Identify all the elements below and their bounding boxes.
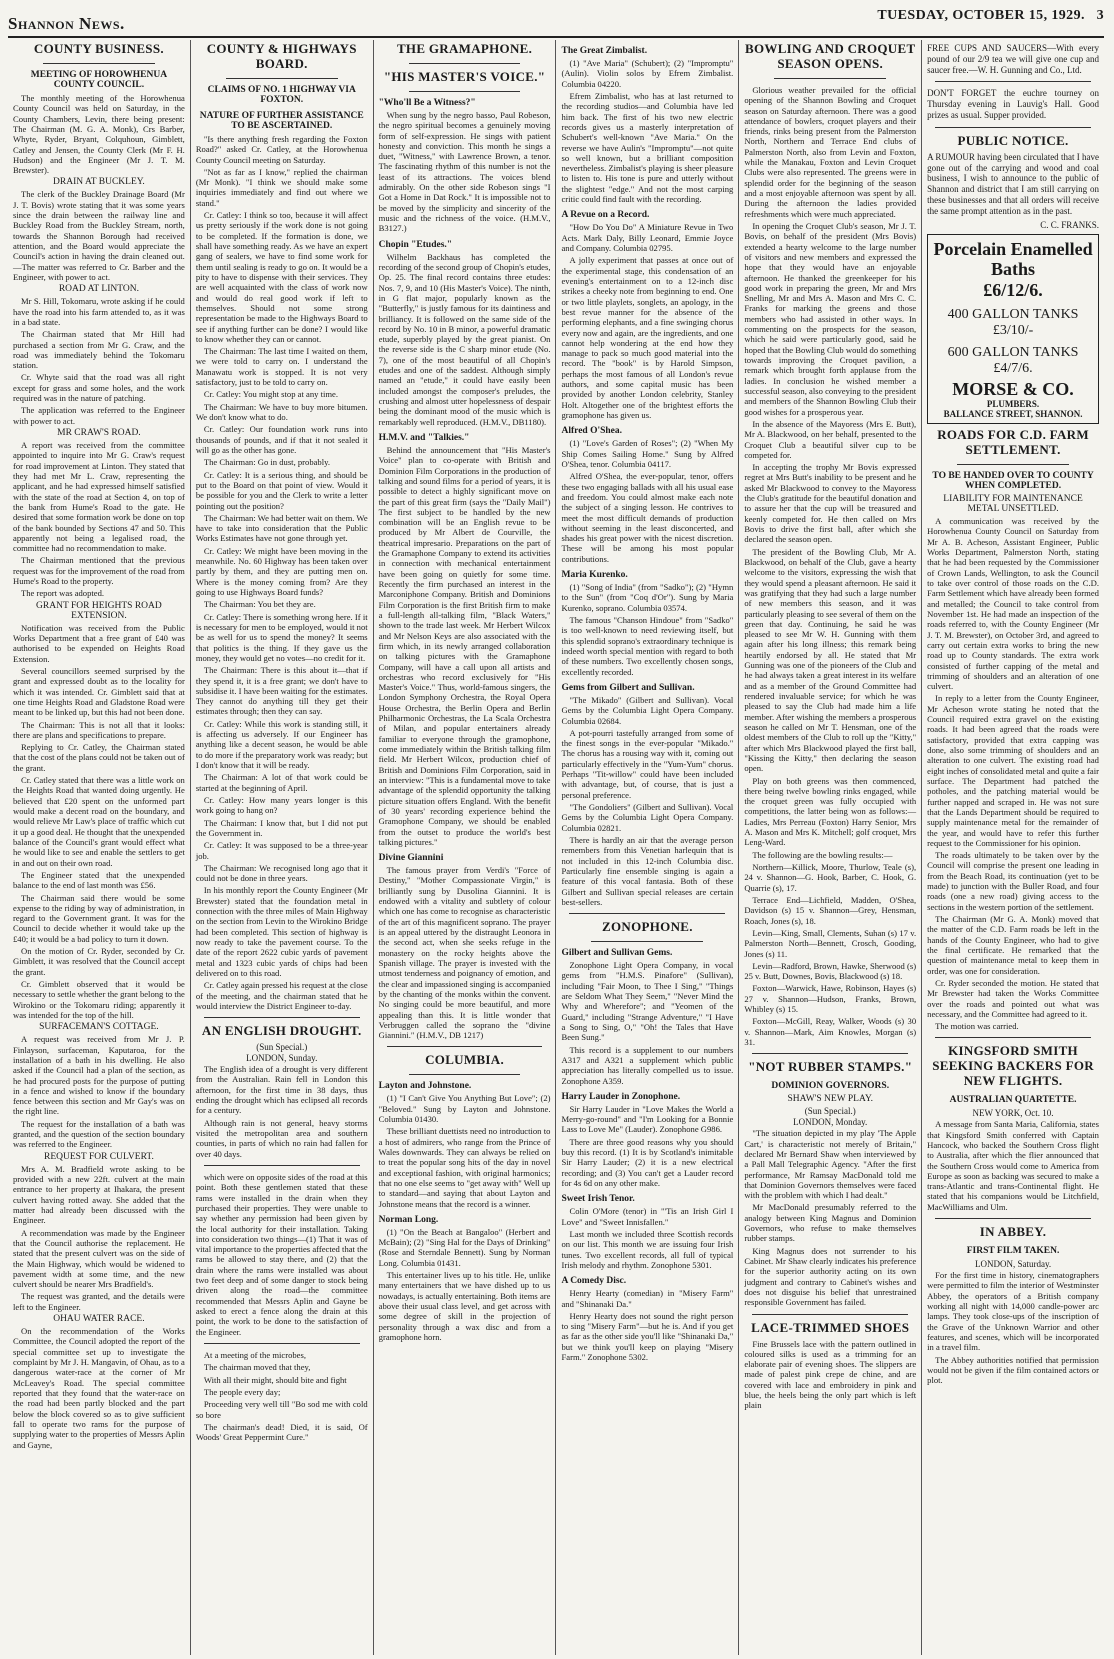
divider — [752, 1053, 908, 1054]
divider — [935, 1037, 1091, 1038]
section-heading: Layton and Johnstone. — [378, 1081, 472, 1092]
paragraph: Henry Hearty does not sound the right person to sing "Misery Farm"—but he is. And if you get as far as the other side you'll like "Shinanaki Da," but we think you'll keep on playing "Misery Farm." Zonophone 5302. — [561, 1310, 734, 1363]
paragraph: Although rain is not general, heavy storms visited the metropolitan area and southern counties, in parts of which no rain had fallen for over 40 days. — [195, 1117, 368, 1159]
divider — [409, 1074, 521, 1075]
article-heading: ZONOPHONE. — [602, 919, 693, 935]
paragraph: The following are the bowling results:— — [752, 849, 893, 860]
paragraph: The application was referred to the Engineer with power to act. — [13, 405, 185, 426]
dateline: LONDON, Saturday. — [974, 1259, 1052, 1269]
ad-tanks-400: 400 GALLON TANKS £3/10/- — [947, 306, 1079, 338]
paragraph: These brilliant duettists need no introduction to a host of admirers, who range from the Prince of Wales downwards. They can always be relied on to treat the popular song hits of the day in novel and exceptional fashion, with original harmonics; that no one else seems to "get away with" Well up to standard—and saying that about Layton and Johnstone means that the record is a winner. — [378, 1126, 551, 1209]
paragraph: A request was received from Mr J. P. Finlayson, surfaceman, Kaputaroa, for the installation of a bath in his dwelling. He also asked if the Council had a plan of the section, as he had procured posts for the purpose of putting in a fence and wished to know if the boundary fence between this section and Mr Gay's was on the right line. — [13, 1034, 185, 1117]
article-subheading: AUSTRALIAN QUARTETTE. — [949, 1095, 1077, 1106]
paragraph: "Not as far as I know," replied the chairman (Mr Monk). "I think we should make some inquiries immediately and find out where we stand." — [195, 166, 368, 208]
paragraph: The Chairman: A lot of that work could be started at the beginning of April. — [195, 772, 368, 793]
bowling-result: Northern—Killick, Moore, Thurlow, Teale (s), 24 v. Shannon—G. Hook, Barber, C. Hook, G. Quarrie (s), 17. — [744, 862, 917, 893]
paragraph: The Chairman: We recognised long ago that it could not be done in three years. — [195, 862, 368, 884]
paragraph: The Chairman: The last time I waited on them, we were told to carry on. I understand the Manawatu work is stopped. It is not very satisfactory, just to be told to carry on. — [195, 346, 368, 388]
paragraph: Efrem Zimbalist, who has at last returned to the recording studios—and Columbia have led him back. The first of his two new electric records gives us a masterly interpretation of Schubert's well-known "Ave Maria." On the reverse we have Aulin's "Impromptu"—not quite so well known, but a brilliant composition nevertheless. Zimbalist's playing is sheer pleasure to listen to. His tone is pure and utterly without the slightest "edge." And not the most carping critic could find fault with the recording. — [561, 90, 734, 205]
divider — [204, 1017, 360, 1018]
section-heading: Maria Kurenko. — [561, 570, 628, 581]
section-heading: GRANT FOR HEIGHTS ROAD EXTENSION. — [36, 600, 162, 621]
section-heading: Gilbert and Sullivan Gems. — [561, 948, 673, 959]
verse-line: At a meeting of the microbes, — [203, 1349, 306, 1360]
paragraph: The famous "Chanson Hindoue" from "Sadko" is too well-known to need reviewing itself, but this splendid soprano's extraordinary technique is indeed worth special mention with regard to both of these numbers. Two excellently chosen songs, excellently recorded. — [561, 615, 734, 677]
paragraph: The Chairman (Mr G. A. Monk) moved that the matter of the C.D. Farm roads be left in the hands of the County Engineer, who had to give the final certificate. He remarked that the question of maintenance metal to keep them in order, was one for consideration. — [927, 914, 1099, 976]
verse-line: With all their might, should bite and fight — [203, 1374, 347, 1385]
article-subheading: NATURE OF FURTHER ASSISTANCE TO BE ASCERTAINED. — [199, 110, 364, 131]
paragraph: The Engineer stated that the unexpended balance to the end of last month was £56. — [13, 869, 185, 891]
paragraph: Cr. Catley: I think so too, because it will affect us pretty seriously if the work done is not going to be completed. If the formation is done, we shall have something ready. As we have an expert gang of sealers, we have to find some work for them until sealing is ready to go on. It would be a pity to have to dispense with their services. They are well acquainted with the class of work now and would do real good work if left to themselves. Should not some strong representation be made to the Highways Board to see if anything further can be done? I would like to know whether they can or cannot. — [195, 210, 368, 344]
divider — [387, 1046, 543, 1047]
paragraph: Mr MacDonald presumably referred to the analogy between King Magnus and Dominion Governors, who refuse to make themselves rubber stamps. — [744, 1202, 917, 1244]
paragraph: Glorious weather prevailed for the official opening of the Shannon Bowling and Croquet season on Saturday afternoon. There was a good attendance of bowlers, croquet players and their friends, rinks being present from the Palmerston North, Northern and Terrace End clubs of Palmerston North, also from Levin and Foxton, while the Manakau, Foxton and Levin Croquet Clubs were also represented. The greens were in splendid order for the beginning of the season and a most enjoyable afternoon was spent by all. During the afternoon the ladies provided refreshments which were much appreciated. — [744, 84, 917, 219]
paragraph: Mr S. Hill, Tokomaru, wrote asking if he could have the road into his farm attended to, as it was in a bad state. — [13, 296, 185, 327]
paragraph: Henry Hearty (comedian) in "Misery Farm" and "Shinanaki Da." — [561, 1288, 734, 1309]
section-heading: The Great Zimbalist. — [561, 46, 648, 56]
paragraph: (1) "Love's Garden of Roses"; (2) "When My Ship Comes Sailing Home." Sung by Alfred O'Shea, tenor. Columbia 04117. — [561, 438, 734, 469]
section-heading: "Who'll Be a Witness?" — [378, 97, 476, 108]
divider — [226, 78, 338, 79]
divider — [591, 941, 703, 942]
paragraph: On the motion of Cr. Ryder, seconded by Cr. Gimblett, it was resolved that the Council accept the grant. — [13, 946, 185, 977]
paragraph: A report was received from the committee appointed to inquire into Mr G. Craw's request for road improvement at Linton. They stated that they had met Mr L. Craw, representing the applicant, and he had expressed himself satisfied with the state of the road at Section 4, on top of the bank from Hume's Road to the gate. He desired that some formation work be done on top of the bank bounded by Sections 47 and 50. This apparently not being a legalised road, the committee had no recommendation to make. — [13, 440, 185, 554]
paragraph: The Chairman: We had better wait on them. We have to take into consideration that the Public Works Estimates have not gone through yet. — [195, 512, 368, 544]
divider — [752, 1314, 908, 1315]
paragraph: The famous prayer from Verdi's "Force of Destiny," "Mother Compassionate Virgin," is brilliantly sung by Dusolina Giannini. It is endowed with a vitality and subtlety of colour which one has come to recognise as characteristic of the art of this magnificent soprano. The prayer is an appeal uttered by the distraught Leonora in the second act, when she seeks refuge in the monastery on the rocky heights above the Spanish village. The prayer is invested with the utmost tenderness and poignancy of emotion, and the clear and impassioned singing is accompanied by the chanting of the monks within the convent. No singing could be more beautiful, and more appealing than this. It is little wonder that Verbruggen called the soprano the "divine Giannini." (H.M.V., DB 1217) — [378, 865, 551, 1041]
section-heading: DRAIN AT BUCKLEY. — [53, 177, 145, 188]
paragraph: The president of the Bowling Club, Mr A. Blackwood, on behalf of the Club, gave a hearty welcome to the visitors, expressing the wish that they would spend a pleasant afternoon. He said it was gratifying that they had such a large number of new members this season, and it was particularly pleasing to see several of them on the green that day. Continuing, he said he was pleased to see Mr W. H. Gunning with them again after his long illness; this remark being heartily endorsed by all. He stated that Mr Gunning was one of the pioneers of the Club and he had always taken a great interest in its welfare and as a member of the Ground Committee had rendered invaluable service; for which he was pleased to say the Club had made him a life member. After wishing the members a prosperous season he called on Mr T. Hensman, one of the oldest members of the Club to roll up the "Kitty," after which Mrs Blackwood played the first ball, "Kissing the Kitty," then declaring the season open. — [744, 546, 917, 774]
paragraph: King Magnus does not surrender to his Cabinet. Mr Shaw clearly indicates his preference for the superior authority acting on its own judgment and contrary to Cabinet's wishes and does not disguise his belief that unrestrained responsible Government has failed. — [744, 1245, 917, 1308]
paragraph: "Is there anything fresh regarding the Foxton Road?" asked Cr. Catley, at the Horowhenua County Council meeting on Saturday. — [195, 133, 368, 165]
paragraph: The roads ultimately to be taken over by the Council will comprise the present one leading in from the Beach Road, its continuation (yet to be made) to junction with the Buller Road, and four roads (one a new road) giving access to the sections in the western portion of the settlement. — [927, 850, 1099, 912]
paragraph: On the recommendation of the Works Committee, the Council adopted the report of the special committee set up to investigate the complaint by Mr J. H. Mangavin, of Ohau, as to a dangerous water-race at the corner of Mr McLeavey's Road. The special committee reported that they found that the water-race on the road had been partly blocked and the part below the block covered so as to give sufficient fall to operate two rams for the purpose of supplying water to the properties of Messrs Aplin and Gayne, — [13, 1326, 185, 1450]
paragraph: This entertainer lives up to his title. He, unlike many entertainers that we have dished up to us nowadays, is actually entertaining. Both items are above their usual class level, and get across with some degree of skill in the projection of personality through a wax disc and from a gramophone horn. — [378, 1270, 551, 1342]
paragraph: Cr. Catley: It was supposed to be a three-year job. — [195, 840, 368, 861]
paragraph: Cr. Catley stated that there was a little work on the Heights Road that wanted doing urgently. He believed that £20 spent on the unformed part would make a decent road on the boundary, and would relieve Mr Law's place of traffic which cut it up a good deal. He thought that the unexpended balance of the Council's grant would effect what he would like to see and enable the settlers to get in and out on their own road. — [13, 775, 185, 868]
section-heading: Harry Lauder in Zonophone. — [561, 1091, 681, 1102]
column-notices-news — [922, 40, 1104, 1655]
article-heading: BOWLING AND CROQUET SEASON OPENS. — [745, 41, 916, 71]
divider — [935, 1218, 1091, 1219]
special-tag: (Sun Special.) — [804, 1106, 856, 1117]
verse-line: The chairman moved that they, — [203, 1362, 311, 1373]
ad-price: £6/12/6. — [983, 279, 1043, 300]
paragraph: Last month we included three Scottish records on our list. This month we are issuing four Irish tunes. Two excellent records, all full of typical Irish melody and rhythm. Zonophone 5301. — [561, 1228, 734, 1270]
article-heading: AN ENGLISH DROUGHT. — [201, 1023, 362, 1039]
public-notice-text: A RUMOUR having been circulated that I have gone out of the carrying and wood and coal business, I wish to announce to the public of Shannon and district that I am still carrying on these businesses and that all orders will receive the same prompt attention as in the past. — [927, 151, 1099, 216]
special-tag: (Sun Special.) — [256, 1042, 308, 1053]
paragraph: The Chairman: Go in dust, probably. — [203, 457, 331, 468]
dateline: LONDON, Sunday. — [246, 1053, 318, 1064]
dateline: NEW YORK, Oct. 10. — [972, 1108, 1054, 1119]
article-heading: COUNTY & HIGHWAYS BOARD. — [206, 41, 357, 71]
paragraph: The Chairman: I know that, but I did not put the Government in. — [195, 817, 368, 838]
paragraph: Several councillors seemed surprised by the grant and expressed doubt as to the locality for which it was intended. Cr. Gimblett said that at one time Heights Road and Gladstone Road were meant to be linked up, but this had not been done. — [13, 665, 185, 718]
article-subheading: SHAW'S NEW PLAY. — [787, 1094, 873, 1105]
section-heading: Chopin "Etudes." — [378, 239, 453, 250]
divider — [204, 1165, 360, 1166]
paragraph: In the absence of the Mayoress (Mrs E. Butt), Mr A. Blackwood, on her behalf, presented to the Croquet Club a beautiful silver cup to be competed for. — [744, 418, 917, 460]
paragraph: Notification was received from the Public Works Department that a free grant of £40 was authorised to be expended on Heights Road Extension. — [13, 622, 185, 664]
paragraph: In reply to a letter from the County Engineer, Mr Acheson wrote stating he noted that the Council required extra gravel on the existing roads. It had been agreed that the roads were satisfactory, provided that extra capping was done, also some trimming of shoulders and an alteration to one culvert. The existing road had eight inches of consolidated metal and quite a fair surface. The Department had patched the potholes, and the patching material would be further napped and scraped in. He was not sure that the Lands Department should be required to supply maintenance metal for the remainder of the year, and would have to refer this further request to the Commissioner for his opinion. — [927, 693, 1099, 848]
paragraph: A pot-pourri tastefully arranged from some of the finest songs in the ever-popular "Mikado." The chorus has a rousing way with it, coming out particularly effectively in the "Yum-Yum" chorus. Perhaps "Tit-willow" could have been included with advantage, but, of course, that is just a personal preference. — [561, 727, 734, 800]
classified-notice: FREE CUPS AND SAUCERS—With every pound of our 2/9 tea we will give one cup and saucer free.—W. H. Gunning and Co., Ltd. — [927, 43, 1099, 75]
article-heading: IN ABBEY. — [979, 1224, 1047, 1240]
paragraph: Alfred O'Shea, the ever-popular, tenor, offers these two engaging ballads with all his usual ease and freedom. You could almost make each note the subject of a singing lesson. He contrives to meet the most difficult demands of production without seeming in the least disconcerted, and shades his great power with the nicest discretion. These will be among his most popular contributions. — [561, 471, 734, 564]
paragraph: Cr. Whyte said that the road was all right except for grass and some holes, and the work required was in the nature of patching. — [13, 372, 185, 404]
divider — [957, 464, 1069, 465]
verse-line: The chairman's dead! Died, it is said, Of Woods' Great Peppermint Cure." — [195, 1421, 368, 1443]
verse-line: The people every day; — [203, 1386, 281, 1397]
paragraph: A recommendation was made by the Engineer that the Council authorise the replacement. He stated that the present culvert was on the side of the Main Highway, which would be widened to pavement width at some time, and the new culvert should be nearer Mrs Bradfield's. — [13, 1227, 185, 1290]
paragraph: When sung by the negro basso, Paul Robeson, the negro spiritual becomes a genuinely moving form of self-expression. He sings with patient honesty and conviction. This month he sings a duet, "Witness," with Lawrence Brown, a tenor. The fascinating rhythm of this number is not the least of its attractions. The voices blend admirably. On the other side Robeson sings "I Got a Home in Dat Rock." It is impossible not to be moved by the simplicity and sincerity of the music and the richness of the voice. (H.M.V., B3127.) — [378, 109, 551, 234]
paragraph: Cr. Catley again pressed his request at the close of the meeting, and the chairman stated that he would interview the District Engineer to-day. — [195, 980, 368, 1011]
paragraph: The Chairman: We have to buy more bitumen. We don't know what to do. — [195, 401, 368, 422]
paragraph: Cr. Catley: Our foundation work runs into thousands of pounds, and if that it not sealed it will go as the other has gone. — [195, 424, 368, 455]
paragraph: The English idea of a drought is very different from the Australian. Rain fell in London this afternoon, for the first time in 38 days, thus ending the drought which has eclipsed all records for a century. — [195, 1064, 368, 1116]
paragraph: Cr. Catley: How many years longer is this work going to hang on? — [195, 794, 368, 816]
article-heading: "NOT RUBBER STAMPS." — [748, 1059, 913, 1075]
article-subheading: TO BE HANDED OVER TO COUNTY WHEN COMPLETED. — [932, 471, 1094, 492]
section-heading: Gems from Gilbert and Sullivan. — [561, 682, 695, 693]
article-heading: COUNTY BUSINESS. — [33, 41, 164, 56]
paragraph: A communication was received by the Horowhenua County Council on Saturday from Mr A. B. Acheson, Assistant Engineer, Public Works Department, Palmerston North, stating that he had been requested by the Commissioner of Crown Lands, Wellington, to ask the Council to take over control of those roads on the C.D. Farm Settlement which have already been formed and metalled; the Council to take control from November 1st. He had made an inspection of the roads referred to, with the County Engineer (Mr J. T. M. Brewster), on October 3rd, and agreed to carry out certain extra works to bring the new road up to County standards. The extra work consisted of further capping of the metal and trimming of shoulders and an alteration of one culvert. — [927, 516, 1099, 692]
paragraph: The Chairman mentioned that the previous request was for the improvement of the road from Hume's Road to the property. — [13, 555, 185, 587]
article-heading: LACE-TRIMMED SHOES — [751, 1319, 910, 1335]
section-heading: H.M.V. and "Talkies." — [378, 432, 470, 443]
paragraph: The Abbey authorities notified that permission would not be given if the film contained actors or plot. — [927, 1354, 1099, 1386]
paragraph: A jolly experiment that passes at once out of the experimental stage, this condensation of an evening's entertainment on to a 12-inch disc strikes a cheeky note from beginning to end. One or two little playlets, songlets, an apology, in the best revue manner for the absence of the performing elephants, and a fine swinging chorus every now and again, are the ingredients, and one cannot help wondering at the end how they manage to pack so much good material into the record. The "book" is by Harold Simpson, perhaps the most famous of all London's revue authors, and some capital music has been provided by another London celebrity, Stanley Holt. Altogether one of the brightest efforts the gramophone has given us. — [561, 255, 734, 420]
paragraph: In opening the Croquet Club's season, Mr J. T. Bovis, on behalf of the president (Mrs Bovis) extended a hearty welcome to the large number of visitors and new members and expressed the hope that they would have an enjoyable afternoon. He thanked the greenkeeper for his good work in preparing the green, Mr and Mrs Snelling, Mr and Mrs A. Mason and Mrs C. C. Franks for marking the greens and those members who had assisted in other ways. In commenting on the prospects for the season, which he said were particularly good, said he hoped that the Bowling Club would do something towards improving the Croquet pavilion, a remark which brought forth applause from the ladies. In conclusion he wished member a successful season, also conveying to the president and members of the Shannon Bowling Club their good wishes for a prosperous year. — [744, 220, 917, 417]
paragraph: (1) "On the Beach at Bangaloo" (Herbert and McBain); (2) "Sing Hal for the Days of Drinking" (Rose and Sterndale Bennett). Sung by Norman Long. Columbia 01431. — [378, 1226, 551, 1268]
paragraph: "How Do You Do" A Miniature Revue in Two Acts. Mark Daly, Billy Leonard, Emmie Joyce and Company. Columbia 02795. — [561, 222, 734, 253]
paragraph: There is hardly an air that the average person remembers from this Venetian harlequin that is not included in this 12-inch Columbia disc. Particularly fine ensemble singing is again a feature of this vocal fantasia. Both of these Gilbert and Sullivan special releases are certain best-sellers. — [561, 834, 734, 907]
paragraph: The request was granted, and the details were left to the Engineer. — [13, 1291, 185, 1312]
paragraph: The request for the installation of a bath was granted, and the question of the section boundary was referred to the Engineer. — [13, 1118, 185, 1150]
divider — [409, 63, 521, 64]
paragraph: "The Mikado" (Gilbert and Sullivan). Vocal Gems by the Columbia Light Opera Company. Columbia 02684. — [561, 694, 734, 726]
paragraph: Cr. Catley: We might have been moving in the meanwhile. No. 60 Highway has been taken over partly by them, and they are putting men on. Where is the money coming from? Are they going to use Highways Board funds? — [195, 545, 368, 597]
paragraph: Play on both greens was then commenced, there being twelve bowling rinks engaged, while the croquet green was fully occupied with competitions, the latter being won as follows:—Ladies, Mrs Perreau (Foxton) Harry Senior, Mrs A. Mason and Mrs K. Mitchell; golf croquet, Mrs Leng-Ward. — [744, 775, 917, 848]
divider — [204, 1343, 360, 1344]
paragraph: Cr. Ryder seconded the motion. He stated that Mr Brewster had taken the Works Committee over the roads and pointed out what was necessary, and the Committee had agreed to it. — [927, 977, 1099, 1019]
divider — [409, 91, 521, 92]
paragraph: The report was adopted. — [21, 588, 105, 599]
paragraph: There are three good reasons why you should buy this record. (1) It is by Scotland's inimitable Sir Harry Lauder; (2) it is a new electrical recording; and (3) You can't get a Lauder record for 4s 6d on any other make. — [561, 1136, 734, 1188]
article-subheading: CLAIMS OF NO. 1 HIGHWAY VIA FOXTON. — [207, 84, 356, 105]
paragraph: This record is a supplement to our numbers A317 and A321 a supplement which public appreciation has literally compelled us to issue. Zonophone A359. — [561, 1044, 734, 1086]
paragraph: Cr. Catley: You might stop at any time. — [203, 389, 338, 400]
paragraph: Behind the announcement that "His Master's Voice" plan to co-operate with British and Dominion Film Corporations in the production of talking and sound films for a period of years, it is possible to detect a highly significant move on the part of this great firm (says the "Daily Mail") The first subject to be handled by the new combination will be an English revue to be produced by Mr Albert de Courville, the theatrical impresario. Preparations on the part of the Gramaphone Company to extend its activities in connection with mechanical entertainment have been going on quietly for some time. Recently the firm purchased an interest in the Marconiphone Company. British and Dominions Film Corporation is the first British firm to make a full-length all-talking film, "Black Waters," shown to the trade last week. Mr Herbert Wilcox and Mr Nelson Keys are also associated with the firm which, in its newly arranged collaboration on talking pictures with the Gramaphone Company, will have a call upon all artists and orchestras who record exclusively for "His Master's Voice." Thus, world-famous singers, the London Symphony Orchestra, the Royal Opera House Orchestra, the Berlin Opera and Berlin Philharmonic Orchestras, the La Scala Orchestra of Milan, and popular entertainers already familiar to everyone through the gramophone, come immediately within the British talking film field. Mr Herbert Wilcox, production chief of British and Dominions Film Corporation, said in an interview: "This is a fundamental move to take advantage of the splendid opportunity the talking picture situation offers England. With the benefit of 30 years' recording experience behind the Gramophone Company, we should be enabled from the outset to produce the world's best talking pictures." — [378, 444, 551, 847]
paragraph: Cr. Catley: There is something wrong here. If it is necessary for men to be employed, would it not be as well for us to spend the money? It seems that politics is the thing. If they gave us the money, they would get no votes—no credit for it. — [195, 611, 368, 663]
bowling-result: Levin—King, Small, Clements, Suhan (s) 17 v. Palmerston North—Bennett, Crosch, Gooding, Jones (s) 11. — [744, 927, 917, 959]
bowling-result: Terrace End—Lichfield, Madden, O'Shea, Davidson (s) 15 v. Shannon—Grey, Hensman, Roach, Jones (s), 18. — [744, 894, 917, 926]
paragraph: The motion was carried. — [935, 1021, 1019, 1032]
bowling-result: Foxton—McGill, Reay, Walker, Woods (s) 30 v. Shannon—Mark, Aim Knowles, Morgan (s) 31. — [744, 1016, 917, 1047]
paragraph: Wilhelm Backhaus has completed the recording of the second group of Chopin's etudes, Op. 25. The final record contains three etudes: Nos. 7, 9, and 10 (His Master's Voice). The ninth, in G flat major, popularly known as the "Butterfly," is justly famous for its daintiness and brilliancy. It is followed on the same side of the record by No. 10 in B minor, a powerful dramatic etude, superbly played by the great pianist. On the reverse side is the C sharp minor etude (No. 7), one of the most beautiful of all Chopin's etudes and one of the saddest. Although simply named an "etude," it could have easily been included amongst the composer's preludes, the crushing and almost utter hopelessness of despair being the dominant mood of the music which is remarkably well reproduced. (H.M.V., DB1180). — [378, 251, 551, 427]
paragraph: "The situation depicted in my play 'The Apple Cart,' is characteristic not merely of Britain," declared Mr Bernard Shaw when interviewed by a Pall Mall Telegraphic Agency. "After the first performance, Mr Ramsay MacDonald told me that Dominion Governors themselves were faced with the problem with which I had dealt." — [744, 1128, 917, 1201]
article-heading: ROADS FOR C.D. FARM SETTLEMENT. — [937, 427, 1089, 458]
article-subheading: "HIS MASTER'S VOICE." — [383, 68, 546, 84]
divider — [43, 63, 155, 64]
article-heading: THE GRAMAPHONE. — [396, 41, 533, 56]
article-subheading: LIABILITY FOR MAINTENANCE METAL UNSETTLED. — [943, 494, 1083, 515]
section-heading: Norman Long. — [378, 1214, 439, 1225]
section-heading: A Revue on a Record. — [561, 210, 650, 221]
verse-line: Proceeding very well till "Bo sod me with cold so bore — [195, 1399, 368, 1420]
paragraph: (1) "Ave Maria" (Schubert); (2) "Impromptu" (Aulin). Violin solos by Efrem Zimbalist. Columbia 04220. — [561, 58, 734, 89]
paragraph: The Chairman: You bet they are. — [203, 599, 316, 610]
public-notice-signature: C. C. FRANKS. — [1040, 219, 1099, 230]
paragraph: which were on opposite sides of the road at this point. Both these gentlemen stated that these rams were installed in the drain when they purchased their properties. They were unable to say whether any permission had been given by the local authority for their installation. Taking into consideration two things—(1) That it was of vital importance to the properties affected that the rams be allowed to stay there, and (2) that the drain where the rams were installed was about two feet deep and of some danger to stock being driven along the road—the committee recommended that Messrs Aplin and Gayne be asked to erect a fence along the drain at this point, the work to be done to the satisfaction of the Engineer. — [195, 1171, 368, 1337]
article-subheading: DOMINION GOVERNORS. — [771, 1081, 890, 1092]
bowling-result: Foxton—Warwick, Hawe, Robinson, Hayes (s) 27 v. Shannon—Hudson, Franks, Brown, Whibley (s) 15. — [744, 983, 917, 1015]
section-heading: A Comedy Disc. — [561, 1276, 627, 1287]
paragraph: "The Gondoliers" (Gilbert and Sullivan). Vocal Gems by the Columbia Light Opera Company. Columbia 02821. — [561, 802, 734, 833]
section-heading: Sweet Irish Tenor. — [561, 1194, 635, 1205]
paragraph: (1) "Song of India" (from "Sadko"); (2) "Hymn to the Sun" (from "Coq d'Or"). Sung by Maria Kurenko, soprano. Columbia 03574. — [561, 582, 734, 613]
page-number: 3 — [1096, 8, 1104, 23]
paragraph: Zonophone Light Opera Company, in vocal gems from "H.M.S. Pinafore" (Sullivan), including "Fair Moon, to Thee I Sing," "Things are Seldom What They Seem," "Never Mind the Why and Wherefore"; and "Yeomen of the Guard," including "Strange Adventure," "I Have a Song to Sing, O," "Oh! the Tales that Have Been Sung." — [561, 960, 734, 1043]
article-subheading: FIRST FILM TAKEN. — [966, 1246, 1060, 1256]
paper-name: Shannon News. — [8, 14, 125, 33]
paragraph: In accepting the trophy Mr Bovis expressed regret at Mrs Butt's inability to be present and he asked Mr Blackwood to convey to the Mayoress the Club's gratitude for the beautiful donation and to assure her that the cup will be treasured and keenly competed for. He then called on Mrs Bovis to drive the first ball, after which she declared the season open. — [744, 462, 917, 545]
ad-tanks-600: 600 GALLON TANKS £4/7/6. — [947, 344, 1079, 376]
bowling-result: Levin—Radford, Brown, Hawke, Sherwood (s) 25 v. Butt, Downes, Bovis, Blackwood (s) 18. — [744, 960, 917, 982]
section-heading: Alfred O'Shea. — [561, 426, 623, 437]
masthead — [8, 6, 1104, 38]
date-text: TUESDAY, OCTOBER 15, 1929. — [877, 8, 1085, 23]
column-county-business — [8, 40, 191, 1655]
paragraph: A message from Santa Maria, California, states that Kingsford Smith conferred with Captain Hancock, who backed the Southern Cross flight to Australia, after which the flier announced that the Southern Cross would come to America from Europe as soon as backing was secured to make a trans-Atlantic and trans-Continental flight. He stated that his companions would be Litchfield, MacWilliams and Ulm. — [927, 1119, 1099, 1212]
section-heading: SURFACEMAN'S COTTAGE. — [39, 1022, 159, 1033]
paragraph: Replying to Cr. Catley, the Chairman stated that the cost of the plans could not be taken out of the grant. — [13, 742, 185, 773]
paragraph: Sir Harry Lauder in "Love Makes the World a Merry-go-round" and "I'm Looking for a Bonnie Lass to Love Me" (Lauder). Zonophone G986. — [561, 1103, 734, 1135]
paragraph: For the first time in history, cinematographers were permitted to film the interior of Westminster Abbey, the operators of a British company working all night with 14,000 candle-power arc lamps. They took close-ups of the inscription of the Grave of the Unknown Warrior and other features, and scenes, which will be incorporated in a travel film. — [927, 1270, 1099, 1353]
section-heading: REQUEST FOR CULVERT. — [43, 1151, 154, 1162]
article-heading: COLUMBIA. — [425, 1052, 505, 1068]
section-heading: OHAU WATER RACE. — [53, 1314, 145, 1325]
column-county-highways — [191, 40, 374, 1655]
paragraph: Cr. Gimblett observed that it would be necessary to settle whether the grant belong to the Wirokino or the Tokomaru riding; apparently it was intended for the top of the hill. — [13, 979, 185, 1020]
plumber-advertisement — [927, 234, 1099, 425]
column-bowling-croquet — [739, 40, 922, 1655]
ad-trade: PLUMBERS. — [986, 399, 1040, 410]
paragraph: Colin O'More (tenor) in "'Tis an Irish Girl I Love" and "Sweet Innisfallen." — [561, 1206, 734, 1227]
paragraph: The clerk of the Buckley Drainage Board (Mr J. T. Bovis) wrote stating that it was some years since the drain between the railway line and Buckley Road from the Buckley Stream, north, towards the Shannon Borough had received attention, and the Board would appreciate the Council's action in having the drain cleaned out.—The matter was referred to Cr. Barber and the Engineer, with power to act. — [13, 189, 185, 282]
paragraph: (1) "I Can't Give You Anything But Love"; (2) "Beloved." Sung by Layton and Johnstone. Columbia 01430. — [378, 1093, 551, 1124]
dateline: LONDON, Monday. — [793, 1117, 868, 1128]
ad-product: Porcelain Enamelled Baths — [933, 238, 1093, 280]
paragraph: Fine Brussels lace with the pattern outlined in coloured silks is used as a trimming for an elaborate pair of evening shoes. The slippers are made of palest pink crepe de chine, and are covered with lace and embroidery in pink and blue, the heels being the only part which is left plain — [744, 1338, 917, 1411]
paragraph: Cr. Catley: It is a serious thing, and should be put to the Board on that point of view. Would it be possible for you and the Clerk to write a letter pointing out the position? — [195, 469, 368, 511]
columns — [8, 40, 1104, 1655]
classified-notice: DON'T FORGET the euchre tourney on Thursday evening in Lauvig's Hall. Good prizes as usual. Supper provided. — [927, 88, 1099, 120]
column-record-reviews — [556, 40, 739, 1655]
paragraph: Cr. Catley: While this work is standing still, it is affecting us adversely. If our Engineer has anything like a decent season, he would be able to do more if the preparatory work was ready; but I don't know that it will be ready. — [195, 718, 368, 770]
section-heading: Divine Giannini — [378, 853, 444, 864]
paragraph: The monthly meeting of the Horowhenua County Council was held on Saturday, in the County Chambers, Levin, there being present: The Chairman (M. G. A. Monk), Crs Barber, Whyte, Ryder, Bryant, Colquhoun, Gimblett, Catley and Jensen, the County Clerk (Mr F. H. Hudson) and the Engineer (Mr J. T. M. Brewster). — [13, 92, 185, 176]
paragraph: In his monthly report the County Engineer (Mr Brewster) stated that the foundation metal in connection with the three miles of Main Highway on the section from Levin to the Wirokino Bridge had been completed. This section of highway is now ready to take the pavement course. To the date of the report 2622 cubic yards of pavement metal and 1323 cubic yards of chips had been delivered on to this road. — [195, 885, 368, 978]
ad-address: BALLANCE STREET, SHANNON. — [943, 409, 1083, 420]
divider — [935, 81, 1091, 82]
ad-company: MORSE & CO. — [952, 378, 1074, 399]
article-subheading: MEETING OF HOROWHENUA COUNTY COUNCIL. — [30, 69, 168, 90]
paragraph: Mrs A. M. Bradfield wrote asking to be provided with a new 22ft. culvert at the main entrance to her property at Ihakara, the present culvert having rotted away. She added that the matter had already been discussed with the Engineer. — [13, 1163, 185, 1226]
issue-date — [877, 8, 1104, 24]
paragraph: The Chairman: This is not all that it looks: there are plans and specifications to prepare. — [13, 719, 185, 740]
paragraph: The Chairman stated that Mr Hill had purchased a section from Mr G. Craw, and the road was immediately behind the Tokomaru station. — [13, 329, 185, 371]
public-notice-heading: PUBLIC NOTICE. — [957, 132, 1069, 148]
section-heading: ROAD AT LINTON. — [58, 284, 139, 295]
paragraph: The Chairman: There is this about it—that if they spend it, it is a free grant; we don't have to subsidise it. I have been waiting for the estimates. They cannot do anything till they get their estimates through; then they can say. — [195, 665, 368, 717]
section-heading: MR CRAW'S ROAD. — [57, 428, 141, 438]
divider — [935, 127, 1091, 128]
column-gramaphone — [374, 40, 557, 1655]
article-heading: KINGSFORD SMITH SEEKING BACKERS FOR NEW FLIGHTS. — [932, 1043, 1094, 1089]
paragraph: The Chairman said there would be some expense to the riding by way of administration, in regard to the Government grant. It was for the Council to decide whether it would take up the £40; it would be a bad policy to turn it down. — [13, 892, 185, 944]
divider — [569, 913, 725, 914]
divider — [774, 78, 886, 79]
